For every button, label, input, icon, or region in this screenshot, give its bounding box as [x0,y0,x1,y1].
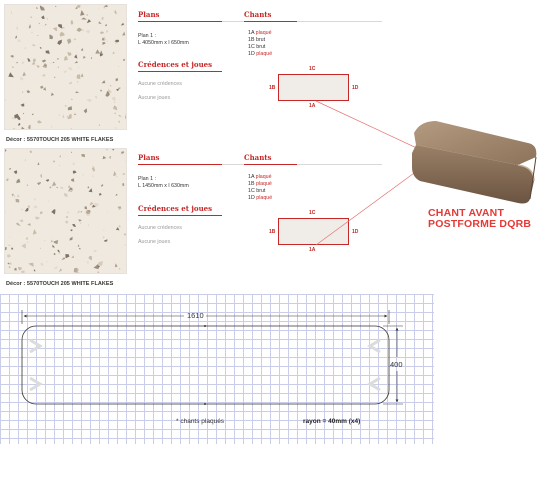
plan-dimensions-2: L 1450mm x l 630mm [138,183,189,189]
chant-code: 1D [248,51,255,57]
chant-code: 1C [248,44,255,50]
decor-label-2: Décor : 5570TOUCH 205 WHITE FLAKES [6,281,114,287]
edge-label-top-2: 1C [309,210,316,216]
chant-code: 1A [248,174,255,180]
callout-title-line1: CHANT AVANT [428,207,505,219]
chant-code: 1C [248,188,255,194]
plan-line1-1: Plan 1 : [138,33,156,39]
chant-code: 1D [248,195,255,201]
chant-type: plaqué [255,30,272,36]
chant-type: plaqué [256,51,273,57]
credences-value-1: Aucune crédences [138,81,182,87]
edge-label-bottom-1: 1A [309,103,316,109]
edge-label-top-1: 1C [309,66,316,72]
chants-title-1: Chants [244,10,272,19]
decor-label-1: Décor : 5570TOUCH 205 WHITE FLAKES [6,137,114,143]
width-dimension: 400 [390,360,403,369]
plan-dimensions-1: L 4050mm x l 650mm [138,40,189,46]
edge-label-right-1: 1D [352,85,359,91]
edge-label-bottom-2: 1A [309,247,316,253]
chant-type: brut [256,44,266,50]
plans-title-1: Plans [138,10,160,19]
chant-type: brut [255,37,266,43]
length-dimension: 1610 [187,311,204,320]
chant-type: plaqué [256,195,273,201]
chant-type: plaqué [255,174,272,180]
edge-label-left-2: 1B [269,229,276,235]
chant-code: 1A [248,30,255,36]
chant-type: plaqué [255,181,272,187]
credences-value-2: Aucune crédences [138,225,182,231]
edge-label-left-1: 1B [269,85,276,91]
edge-label-right-2: 1D [352,229,359,235]
credences-title-2: Crédences et joues [138,204,213,213]
joues-value-1: Aucune joues [138,95,171,101]
chant-type: brut [256,188,266,194]
edge-note: * chants plaqués [176,418,225,425]
callout-title-line2: POSTFORME DQRB [428,218,532,230]
credences-title-1: Crédences et joues [138,60,213,69]
plans-title-2: Plans [138,153,160,162]
chants-title-2: Chants [244,153,272,162]
radius-note: rayon = 40mm (x4) [303,418,361,425]
joues-value-2: Aucune joues [138,239,171,245]
chant-code: 1B [248,181,255,187]
chant-code: 1B [248,37,255,43]
plan-line1-2: Plan 1 : [138,176,156,182]
postforme-edge-sample-image [410,115,546,207]
